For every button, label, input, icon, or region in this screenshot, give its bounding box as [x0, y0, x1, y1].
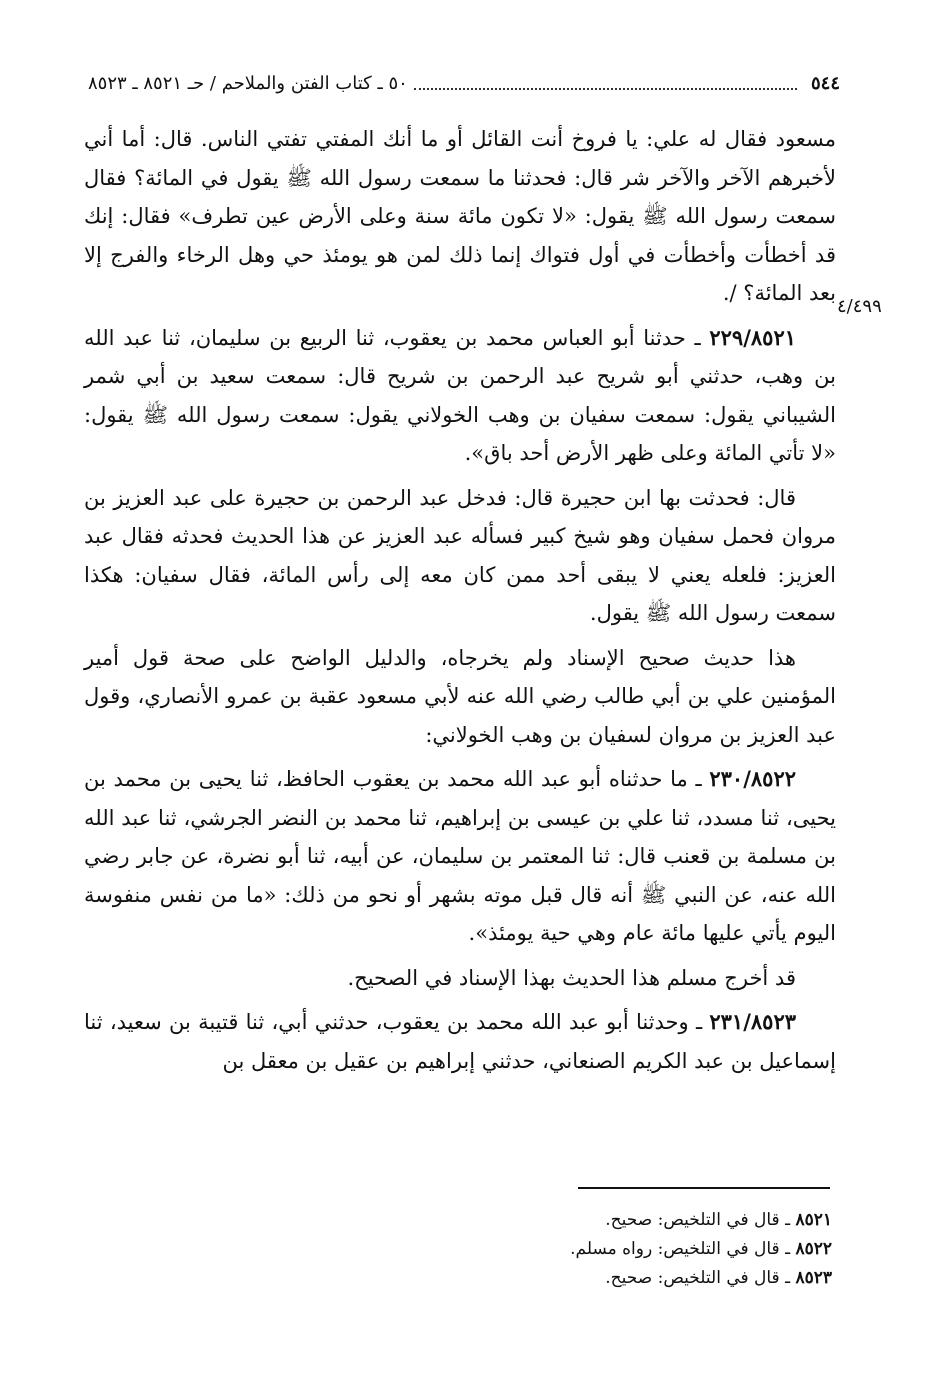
paragraph-continuation	[84, 120, 836, 313]
paragraph-text: ـ وحدثنا أبو عبد الله محمد بن يعقوب، حدثني أبي، ثنا قتيبة بن سعيد، ثنا إسماعيل بن عبد الكريم الصنعاني، حدثني إبراهيم بن عقيل بن معقل بن	[84, 1010, 836, 1073]
hadith-number: ٢٢٩/٨٥٢١	[709, 324, 796, 350]
running-header	[88, 66, 840, 100]
hadith-paragraph	[84, 1003, 836, 1080]
hadith-paragraph	[84, 319, 836, 473]
footnote-text: ـ قال في التلخيص: رواه مسلم.	[570, 1239, 796, 1259]
footnote	[400, 1206, 832, 1235]
main-text	[84, 120, 836, 1086]
paragraph	[84, 479, 836, 633]
header-dot-leader	[414, 76, 797, 90]
footnote-divider	[578, 1187, 830, 1189]
hadith-paragraph	[84, 760, 836, 953]
paragraph-text: هذا حديث صحيح الإسناد ولم يخرجاه، والدليل الواضح على صحة قول أمير المؤمنين علي بن أبي طالب رضي الله عنه لأبي مسعود عقبة بن عمرو الأنصاري، وقول عبد العزيز بن مروان لسفيان بن وهب الخولاني:	[84, 645, 836, 747]
footnote-number: ٨٥٢١	[795, 1210, 832, 1230]
paragraph-text: مسعود فقال له علي: يا فروخ أنت القائل أو ما أنك المفتي تفتي الناس. قال: أما أني لأخبرهم الآخر والآخر شر قال: فحدثنا ما سمعت رسول الله ﷺ يقول في المائة؟ فقال سمعت رسول الله ﷺ يقول: «لا تكون مائة سنة وعلى الأرض عين تطرف» فقال: إنك قد أخطأت وأخطأت في أول فتواك إنما ذلك لمن هو يومئذ حي وهل الرخاء والفرج إلا بعد المائة؟ /.	[84, 127, 836, 305]
footnote	[400, 1235, 832, 1264]
footnote-number: ٨٥٢٢	[795, 1239, 832, 1259]
hadith-number: ٢٣١/٨٥٢٣	[709, 1009, 796, 1034]
paragraph	[84, 639, 836, 755]
paragraph-text: ـ ما حدثناه أبو عبد الله محمد بن يعقوب الحافظ، ثنا يحيى بن محمد بن يحيى، ثنا مسدد، ثنا علي بن عيسى بن إبراهيم، ثنا محمد بن النضر الجرشي، ثنا عبد الله بن مسلمة بن قعنب قال: ثنا المعتمر بن سليمان، عن أبيه، ثنا أبو نضرة، عن جابر رضي الله عنه، عن النبي ﷺ أنه قال قبل موته بشهر أو نحو من ذلك: «ما من نفس منفوسة اليوم يأتي عليها مائة عام وهي حية يومئذ».	[84, 767, 836, 945]
hadith-number: ٢٣٠/٨٥٢٢	[709, 766, 796, 791]
page-number: ٥٤٤	[810, 72, 840, 94]
footnote-number: ٨٥٢٣	[795, 1268, 832, 1288]
paragraph-text: قال: فحدثت بها ابن حجيرة قال: فدخل عبد الرحمن بن حجيرة على عبد العزيز بن مروان فحمل سفيان وهو شيخ كبير فسأله عبد العزيز عن هذا الحديث فحدثه فقال عبد العزيز: فلعله يعني لا يبقى أحد ممن كان معه إلى رأس المائة، فقال سفيان: هكذا سمعت رسول الله ﷺ يقول.	[84, 485, 837, 625]
paragraph	[84, 959, 836, 998]
footnotes	[400, 1206, 832, 1293]
paragraph-text: ـ حدثنا أبو العباس محمد بن يعقوب، ثنا الربيع بن سليمان، ثنا عبد الله بن وهب، حدثني أبو شريح عبد الرحمن بن شريح قال: سمعت سعيد بن أبي شمر الشيباني يقول: سمعت سفيان بن وهب الخولاني يقول: سمعت رسول الله ﷺ يقول: «لا تأتي المائة وعلى ظهر الأرض أحد باق».	[84, 325, 836, 465]
margin-reference: ٤/٤٩٩	[837, 296, 882, 317]
header-title: ٥٠ ـ كتاب الفتن والملاحم / حـ ٨٥٢١ ـ ٨٥٢٣	[88, 72, 408, 94]
footnote-text: ـ قال في التلخيص: صحيح.	[605, 1268, 796, 1288]
paragraph-text: قد أخرج مسلم هذا الحديث بهذا الإسناد في الصحيح.	[347, 965, 796, 990]
footnote	[400, 1264, 832, 1293]
footnote-text: ـ قال في التلخيص: صحيح.	[605, 1210, 796, 1230]
